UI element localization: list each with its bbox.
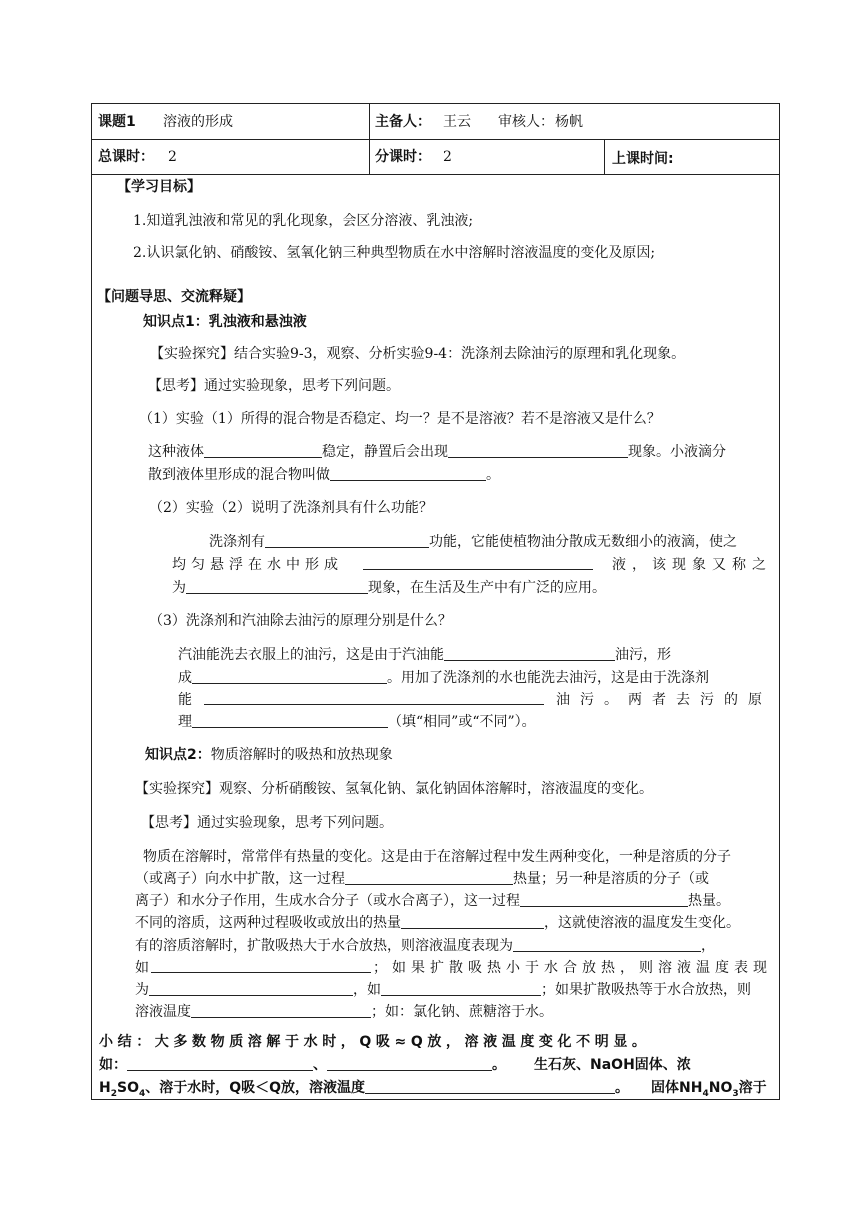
text-span: 。 bbox=[615, 1080, 630, 1096]
sub-hours-value: 2 bbox=[443, 149, 452, 165]
fill-blank[interactable] bbox=[204, 690, 544, 705]
sub-hours-label: 分课时： bbox=[375, 149, 431, 165]
kp1-experiment: 【实验探究】结合实验9-3，观察、分析实验9-4：洗涤剂去除油污的原理和乳化现象。 bbox=[150, 346, 686, 362]
kp1-question-1: （1）实验（1）所得的混合物是否稳定、均一？是不是溶液？若不是溶液又是什么？ bbox=[139, 411, 661, 427]
text-span: 油污。两者去污的原 bbox=[556, 692, 772, 708]
text-span: 洗涤剂有 bbox=[209, 534, 265, 550]
kp2-experiment: 【实验探究】观察、分析硝酸铵、氢氧化钠、氯化钠固体溶解时，溶液温度的变化。 bbox=[135, 781, 653, 797]
kp2-title bbox=[145, 745, 393, 765]
text-span: 、 bbox=[313, 1057, 327, 1073]
fill-blank[interactable] bbox=[192, 669, 387, 684]
kp1-answer-1-line-2 bbox=[148, 465, 500, 485]
fill-blank[interactable] bbox=[444, 646, 615, 661]
kp2-paragraph-line-7 bbox=[135, 980, 751, 1000]
text-span: 稳定，静置后会出现 bbox=[322, 444, 448, 460]
kp1-answer-1-line-1 bbox=[148, 442, 726, 462]
text-span: 如： bbox=[99, 1057, 127, 1073]
row-divider-2 bbox=[91, 174, 780, 175]
text-span: SO bbox=[116, 1080, 139, 1096]
section-heading: 【问题导思、交流释疑】 bbox=[97, 289, 251, 305]
fill-blank[interactable] bbox=[327, 1056, 492, 1071]
fill-blank[interactable] bbox=[520, 892, 688, 907]
preparer-value: 王云 bbox=[443, 114, 471, 130]
kp1-question-2: （2）实验（2）说明了洗涤剂具有什么功能？ bbox=[149, 500, 433, 516]
text-span: ；如果扩散吸热等于水合放热，则 bbox=[541, 982, 751, 998]
fill-blank[interactable] bbox=[265, 533, 429, 548]
fill-blank[interactable] bbox=[192, 713, 388, 728]
summary-line-3 bbox=[99, 1078, 767, 1104]
kp1-answer-3-line-3 bbox=[178, 690, 772, 710]
text-span: 这种液体 bbox=[148, 444, 204, 460]
text-span: 成 bbox=[178, 670, 192, 686]
fill-blank[interactable] bbox=[365, 1079, 615, 1094]
text-span: ；如：氯化钠、蔗糖溶于水。 bbox=[371, 1004, 553, 1020]
text-span: 功能，它能使植物油分散成无数细小的液滴，使之 bbox=[429, 534, 737, 550]
kp1-answer-2-line-2 bbox=[172, 555, 772, 575]
text-span: ；如果扩散吸热小于水合放热，则溶液温度表现 bbox=[373, 960, 772, 976]
fill-blank[interactable] bbox=[345, 870, 513, 885]
summary-line-2 bbox=[99, 1055, 691, 1075]
subscript: 4 bbox=[138, 1088, 146, 1099]
text-span: 不同的溶质，这两种过程吸收或放出的热量 bbox=[135, 915, 401, 931]
text-span: NO bbox=[708, 1080, 733, 1096]
text-span: 现象，在生活及生产中有广泛的应用。 bbox=[368, 580, 606, 596]
text-span: 溶液温度 bbox=[135, 1004, 191, 1020]
text-span: 现象。小液滴分 bbox=[628, 444, 726, 460]
text-span: 液，该现象又称之 bbox=[612, 557, 772, 573]
text-span: 知识点2： bbox=[145, 747, 211, 763]
text-span: 生石灰、NaOH固体、浓 bbox=[534, 1057, 691, 1073]
kp1-answer-2-line-1 bbox=[209, 532, 737, 552]
text-span: 均匀悬浮在水中形成 bbox=[172, 557, 343, 573]
fill-blank[interactable] bbox=[363, 555, 593, 570]
fill-blank[interactable] bbox=[401, 914, 544, 929]
topic-value: 溶液的形成 bbox=[163, 114, 233, 130]
text-span: （或离子）向水中扩散，这一过程 bbox=[135, 871, 345, 887]
kp1-answer-3-line-2 bbox=[178, 668, 709, 688]
kp1-think: 【思考】通过实验现象，思考下列问题。 bbox=[148, 378, 400, 394]
text-span: 离子）和水分子作用，生成水合分子（或水合离子），这一过程 bbox=[135, 893, 520, 909]
subscript: 3 bbox=[732, 1088, 739, 1099]
kp1-answer-3-line-4 bbox=[178, 712, 536, 732]
kp2-paragraph-line-8 bbox=[135, 1002, 553, 1022]
text-span: 溶于 bbox=[738, 1080, 767, 1096]
text-span: 、溶于水时，Q吸＜Q放，溶液温度 bbox=[145, 1080, 366, 1096]
fill-blank[interactable] bbox=[186, 579, 368, 594]
fill-blank[interactable] bbox=[513, 937, 701, 952]
text-span: ，这就使溶液的温度发生变化。 bbox=[544, 915, 740, 931]
goal-item-2: 2.认识氯化钠、硝酸铵、氢氧化钠三种典型物质在水中溶解时溶液温度的变化及原因; bbox=[133, 245, 656, 261]
fill-blank[interactable] bbox=[330, 466, 486, 481]
fill-blank[interactable] bbox=[448, 443, 628, 458]
fill-blank[interactable] bbox=[127, 1056, 313, 1071]
text-span: 固体NH bbox=[651, 1080, 703, 1096]
kp2-paragraph-line-2 bbox=[135, 869, 709, 889]
kp2-paragraph-line-1: 物质在溶解时，常常伴有热量的变化。这是由于在溶解过程中发生两种变化，一种是溶质的分子 bbox=[143, 849, 731, 865]
reviewer-value: 杨帆 bbox=[555, 114, 583, 130]
text-span: ，如 bbox=[353, 982, 381, 998]
kp2-think: 【思考】通过实验现象，思考下列问题。 bbox=[141, 815, 393, 831]
text-span: 油污，形 bbox=[615, 647, 671, 663]
fill-blank[interactable] bbox=[149, 981, 353, 996]
fill-blank[interactable] bbox=[151, 958, 371, 973]
text-span: 有的溶质溶解时，扩散吸热大于水合放热，则溶液温度表现为 bbox=[135, 938, 513, 954]
total-hours-value: 2 bbox=[168, 149, 177, 165]
text-span: 散到液体里形成的混合物叫做 bbox=[148, 467, 330, 483]
goals-heading: 【学习目标】 bbox=[117, 179, 201, 195]
column-divider-1 bbox=[369, 103, 370, 174]
kp2-paragraph-line-6 bbox=[135, 958, 772, 978]
text-span: H bbox=[99, 1080, 111, 1096]
text-span: 热量。 bbox=[688, 893, 730, 909]
text-span: 如 bbox=[135, 960, 149, 976]
topic-label: 课题1 bbox=[98, 114, 136, 130]
row-divider-1 bbox=[91, 139, 780, 140]
class-time-label: 上课时间: bbox=[612, 151, 674, 167]
kp2-paragraph-line-4 bbox=[135, 913, 740, 933]
fill-blank[interactable] bbox=[204, 443, 322, 458]
kp1-answer-2-line-3 bbox=[172, 578, 606, 598]
kp1-title: 知识点1：乳浊液和悬浊液 bbox=[143, 314, 307, 330]
kp1-question-3: （3）洗涤剂和汽油除去油污的原理分别是什么？ bbox=[149, 613, 452, 629]
text-span: 。 bbox=[492, 1057, 506, 1073]
reviewer-label: 审核人： bbox=[498, 114, 554, 130]
text-span: 为 bbox=[172, 580, 186, 596]
text-span: 能 bbox=[178, 692, 192, 708]
text-span: ， bbox=[701, 938, 715, 954]
text-span: 。用加了洗涤剂的水也能洗去油污，这是由于洗涤剂 bbox=[387, 670, 709, 686]
text-span: （填“相同”或“不同”）。 bbox=[388, 714, 536, 730]
subscript: 2 bbox=[110, 1088, 117, 1099]
subscript: 4 bbox=[702, 1088, 709, 1099]
goal-item-1: 1.知道乳浊液和常见的乳化现象，会区分溶液、乳浊液; bbox=[133, 213, 474, 229]
kp2-paragraph-line-5 bbox=[135, 936, 715, 956]
text-span: 理 bbox=[178, 714, 192, 730]
text-span: 物质溶解时的吸热和放热现象 bbox=[210, 747, 393, 763]
text-span: 。 bbox=[486, 467, 500, 483]
kp1-answer-3-line-1 bbox=[178, 645, 671, 665]
text-span: 热量；另一种是溶质的分子（或 bbox=[513, 871, 709, 887]
summary-line-1: 小结：大多数物质溶解于水时，Q吸≈Q放，溶液温度变化不明显。 bbox=[99, 1034, 651, 1050]
column-divider-2 bbox=[604, 139, 605, 174]
text-span: 为 bbox=[135, 982, 149, 998]
total-hours-label: 总课时： bbox=[98, 149, 154, 165]
fill-blank[interactable] bbox=[191, 1003, 371, 1018]
fill-blank[interactable] bbox=[381, 981, 541, 996]
preparer-label: 主备人： bbox=[375, 114, 431, 130]
text-span: 汽油能洗去衣服上的油污，这是由于汽油能 bbox=[178, 647, 444, 663]
kp2-paragraph-line-3 bbox=[135, 891, 730, 911]
